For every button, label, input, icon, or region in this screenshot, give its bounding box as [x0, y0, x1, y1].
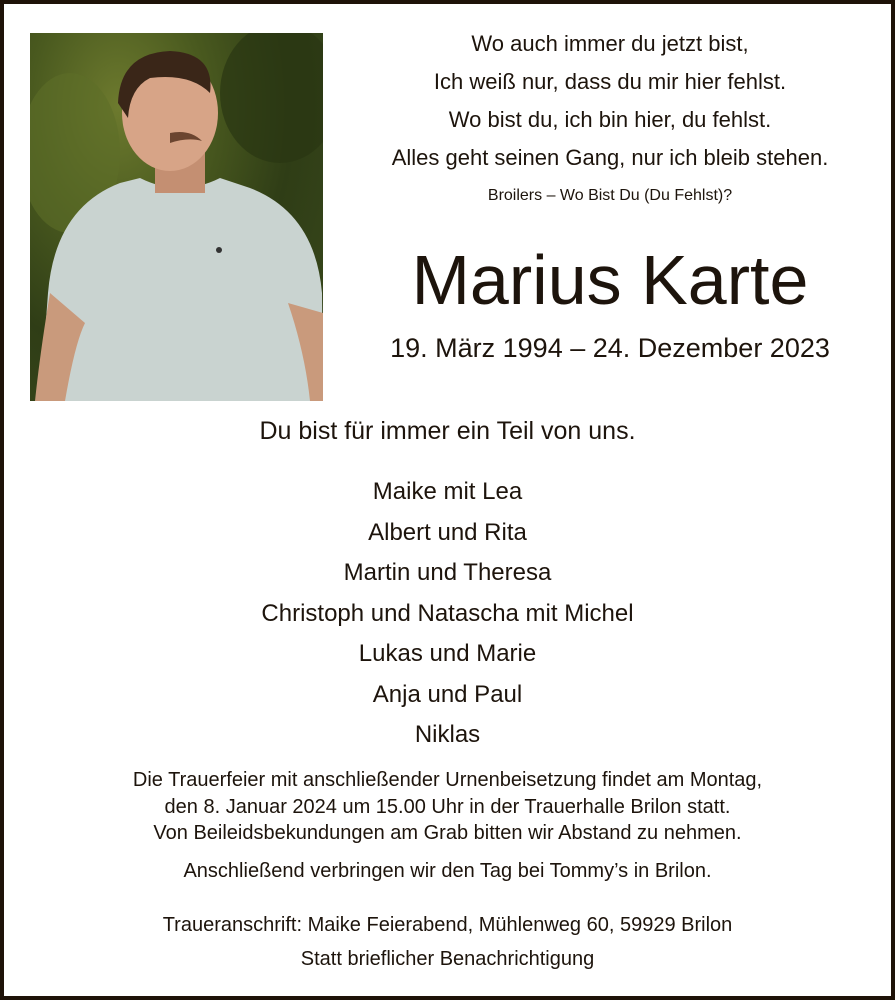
family-member: Lukas und Marie: [358, 640, 537, 667]
info-line: Von Beileidsbekundungen am Grab bitten wir Abstand zu nehmen.: [153, 822, 742, 844]
family-member: Maike mit Lea: [372, 478, 523, 505]
deceased-name: Marius Karte: [411, 241, 809, 319]
address-block: [0, 908, 895, 976]
after-gathering: Anschließend verbringen wir den Tag bei Tommy’s in Brilon.: [183, 860, 712, 882]
notice: Statt brieflicher Benachrichtigung: [300, 948, 595, 970]
poem-line: Ich weiß nur, dass du mir hier fehlst.: [433, 69, 787, 94]
info-line: Die Trauerfeier mit anschließender Urnenbeisetzung findet am Montag,: [132, 769, 763, 791]
family-list: [0, 472, 895, 756]
life-dates: 19. März 1994 – 24. Dezember 2023: [390, 333, 830, 363]
family-member: Christoph und Natascha mit Michel: [261, 599, 634, 627]
family-member: Anja und Paul: [372, 680, 523, 708]
poem-line: Wo auch immer du jetzt bist,: [471, 31, 749, 56]
motto: Du bist für immer ein Teil von uns.: [259, 417, 636, 445]
family-member: Albert und Rita: [368, 518, 527, 546]
portrait-photo: [30, 33, 323, 401]
mourning-address: Traueranschrift: Maike Feierabend, Mühlenweg 60, 59929 Brilon: [162, 914, 733, 936]
poem-source: Broilers – Wo Bist Du (Du Fehlst)?: [487, 187, 733, 204]
family-member: Niklas: [414, 721, 481, 748]
funeral-info: [0, 767, 895, 847]
poem: [340, 25, 880, 177]
info-line: den 8. Januar 2024 um 15.00 Uhr in der Trauerhalle Brilon statt.: [164, 795, 731, 818]
poem-line: Wo bist du, ich bin hier, du fehlst.: [448, 107, 772, 132]
family-member: Martin und Theresa: [343, 559, 552, 586]
poem-line: Alles geht seinen Gang, nur ich bleib stehen.: [391, 145, 829, 170]
